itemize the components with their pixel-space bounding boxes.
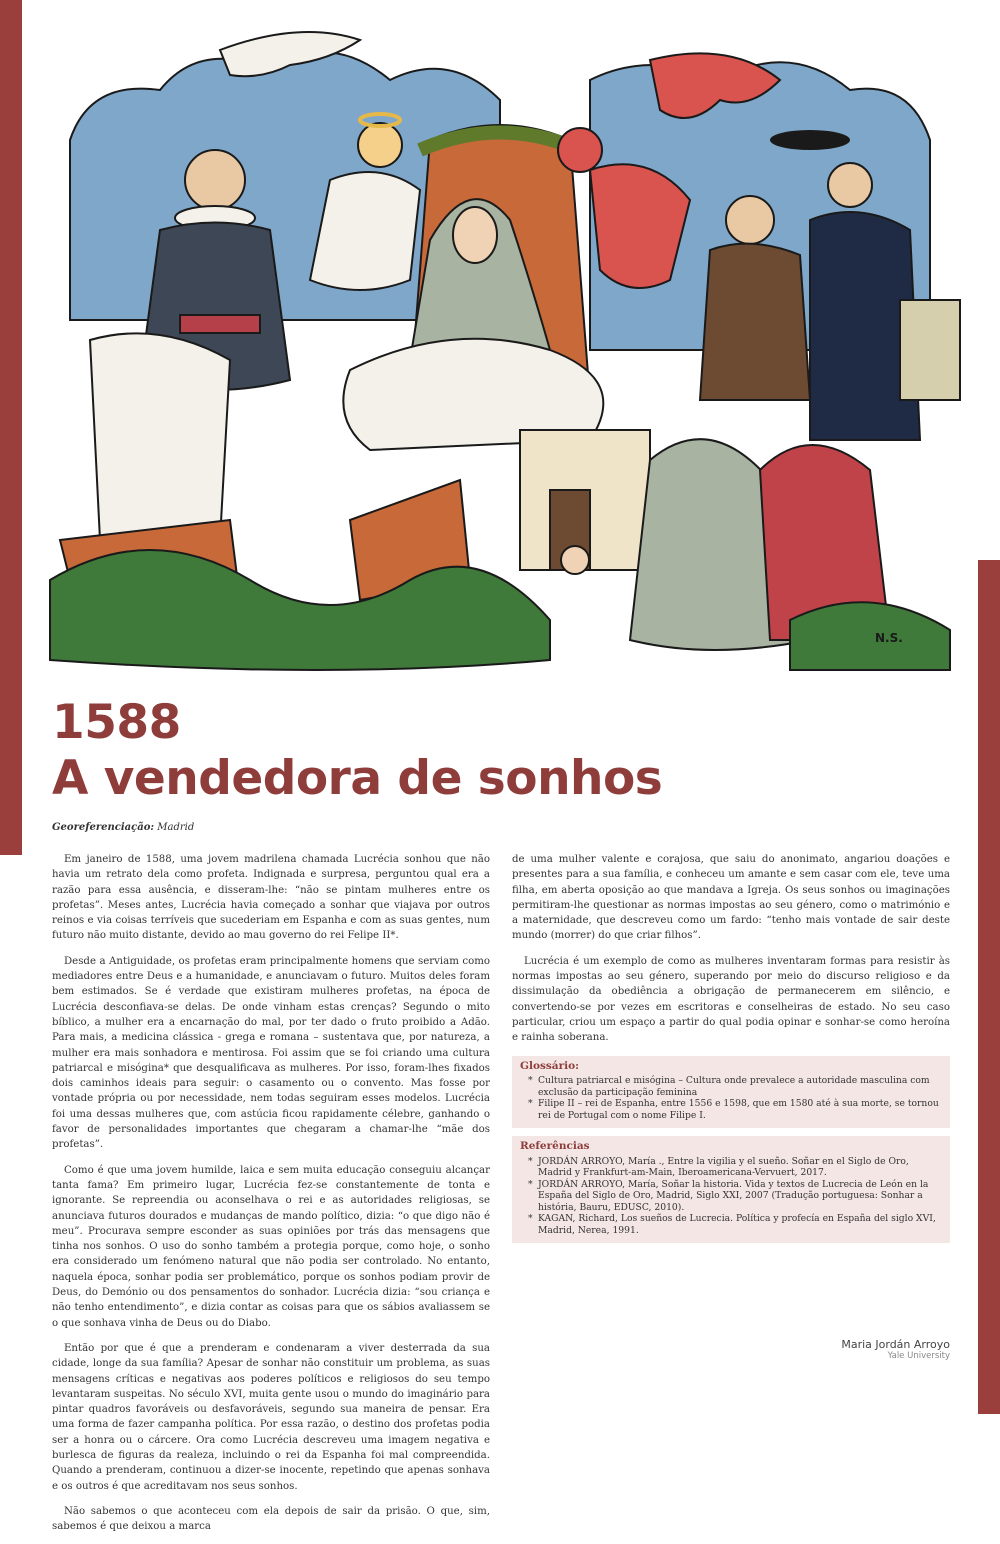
glossary-heading: Glossário: bbox=[520, 1059, 579, 1072]
ship-left-sail bbox=[90, 333, 230, 540]
king-head bbox=[185, 150, 245, 210]
author-block bbox=[841, 1338, 950, 1361]
reference-item: * JORDÁN ARROYO, María ., Entre la vigilia y el sueño. Soñar en el Siglo de Oro, Madrid y Frankfurt-am-Main, Iberoamericana-Vervuert, 2017. bbox=[530, 1156, 942, 1179]
reference-item: * JORDÁN ARROYO, María, Soñar la historia. Vida y textos de Lucrecia de León en la España del Siglo de Oro, Madrid, Siglo XXI, 2007 (Tradução portuguesa: Sonhar a história, Bauru, EDUSC, 2010). bbox=[530, 1179, 942, 1214]
child-head bbox=[561, 546, 589, 574]
castle bbox=[900, 300, 960, 400]
noble-head-1 bbox=[726, 196, 774, 244]
body-right-column bbox=[512, 852, 950, 1251]
title-subtitle: A vendedora de sonhos bbox=[52, 751, 663, 806]
reference-item: * KAGAN, Richard, Los sueños de Lucrecia. Política y profecía en España del siglo XVI, Madrid, Nerea, 1991. bbox=[530, 1213, 942, 1236]
author-name: Maria Jordán Arroyo bbox=[841, 1338, 950, 1351]
angel-head bbox=[358, 123, 402, 167]
sea-waves bbox=[50, 550, 550, 670]
author-institution: Yale University bbox=[887, 1351, 950, 1361]
noble-hat bbox=[770, 130, 850, 150]
glossary-item: * Filipe II – rei de Espanha, entre 1556 e 1598, que em 1580 até à sua morte, se tornou rei de Portugal com o nome Filipe I. bbox=[530, 1098, 942, 1121]
lucrecia-face bbox=[453, 207, 497, 263]
paragraph: Em janeiro de 1588, uma jovem madrilena chamada Lucrécia sonhou que não havia um retrato dela como profeta. Indignada e surpresa, perguntou qual era a razão para essa ausência, e disseram-lhe: “não se pintam mulheres entre os profetas”. Meses antes, Lucrécia havia começado a sonhar que viajava por outros reinos e via coisas terríveis que sucederiam em Espanha e com as suas gentes, num futuro não muito distante, devido ao mau governo do rei Felipe II*. bbox=[52, 854, 490, 942]
paragraph: de uma mulher valente e corajosa, que saiu do anonimato, angariou doações e presentes para a sua família, e conheceu um amante e sem casar com ele, teve uma filha, em aberta oposição ao que mandava a Igreja. Os seus sonhos ou imaginações permitiram-lhe questionar as normas impostas ao seu género, como o matrimónio e a maternidade, que descreveu como um fardo: “tenho mais vontade de sair deste mundo (morrer) do que criar filhos”. bbox=[512, 854, 950, 942]
paragraph: Não sabemos o que aconteceu com ela depois de sair da prisão. O que, sim, sabemos é que deixou a marca bbox=[52, 1505, 490, 1533]
historical-illustration bbox=[30, 20, 970, 680]
noble-head-2 bbox=[828, 163, 872, 207]
noble-body-1 bbox=[700, 244, 810, 400]
left-accent-bar bbox=[0, 0, 22, 855]
devil-head bbox=[558, 128, 602, 172]
georeference bbox=[52, 822, 194, 833]
references-heading: Referências bbox=[520, 1140, 590, 1153]
georef-value: Madrid bbox=[157, 822, 195, 833]
illustrator-signature: N.S. bbox=[875, 631, 903, 645]
paragraph: Como é que uma jovem humilde, laica e sem muita educação conseguiu alcançar tanta fama? Em primeiro lugar, Lucrécia fez-se constantemente de tonta e ignorante. Se repreendia ou aconselhava o rei e as autoridades religiosas, se anunciava futuros dourados e mudanças de mando político, dizia: “o que digo não é meu”. Procurava sempre esconder as suas opiniões por trás das mensagens que tinha nos sonhos. O uso do sonho também a protegia porque, como hoje, o sonho era considerado um fenómeno natural que não podia ser controlado. No entanto, naquela época, sonhar podia ser problemático, porque os sonhos podiam provir de Deus, do Demónio ou dos pensamentos do sonhador. Lucrécia dizia: “sou criança e não tenho entendimento”, e dizia contar as coisas para que os sábios avaliassem se o que sonhava vinha de Deus ou do Diabo. bbox=[52, 1164, 490, 1329]
right-accent-bar bbox=[978, 560, 1000, 1414]
body-left-column bbox=[52, 852, 490, 1544]
paragraph: Lucrécia é um exemplo de como as mulheres inventaram formas para resistir às normas impostas ao seu género, superando por meio do discurso religioso e da dissimulação da obediência a obrigação de permanecerem em silêncio, e convertendo-se por vezes em escritoras e conselheiras de estado. No seu caso particular, criou um espaço a partir do qual podia opinar e sonhar-se como heroína e rainha soberana. bbox=[512, 955, 950, 1044]
references-box bbox=[512, 1136, 950, 1243]
georef-label: Georeferenciação: bbox=[52, 822, 155, 833]
title-year: 1588 bbox=[52, 695, 181, 750]
king-sash bbox=[180, 315, 260, 333]
sea-waves-right bbox=[790, 602, 950, 670]
glossary-item: * Cultura patriarcal e misógina – Cultura onde prevalece a autoridade masculina com exclusão da participação feminina bbox=[530, 1075, 942, 1098]
glossary-box bbox=[512, 1056, 950, 1129]
paragraph: Desde a Antiguidade, os profetas eram principalmente homens que serviam como mediadores entre Deus e a humanidade, e anunciavam o futuro. Muitos deles foram bem estimados. Se é verdade que existiram mulheres profetas, na época de Lucrécia desconfiava-se delas. De onde vinham estas crenças? Segundo o mito bíblico, a mulher era a encarnação do mal, por ter dado o fruto proibido a Adão. Para mais, a medicina clássica - grega e romana – sustentava que, por natureza, a mulher era mais sonhadora e mentirosa. Foi assim que se foi criando uma cultura patriarcal e misógina* que desqualificava as mulheres. Por isso, foram-lhes fixados dois caminhos ideais para seguir: o casamento ou o convento. Mas fosse por vontade própria ou por necessidade, nem todas seguiram esses modelos. Lucrécia foi uma dessas mulheres que, com astúcia ficou rapidamente célebre, ganhando o favor de personalidades importantes que chegaram a chamar-lhe “mãe dos profetas”. bbox=[52, 955, 490, 1151]
paragraph: Então por que é que a prenderam e condenaram a viver desterrada da sua cidade, longe da sua família? Apesar de sonhar não constituir um problema, as suas mensagens críticas e negativas aos poderes políticos e religiosos do seu tempo levantaram suspeitas. No século XVI, muita gente usou o mundo do imaginário para pintar quadros favoráveis ou desfavoráveis, segundo sua maneira de pensar. Era uma forma de fazer campanha política. Por essa razão, o destino dos profetas podia ser a honra ou o cárcere. Ora como Lucrécia descreveu uma imagem negativa e burlesca de figuras da realeza, incluindo o rei da Espanha foi mal compreendida. Quando a prenderam, continuou a dizer-se inocente, repetindo que apenas sonhava e os outros é que acreditavam nos seus sonhos. bbox=[52, 1342, 490, 1492]
page-title bbox=[52, 695, 952, 807]
